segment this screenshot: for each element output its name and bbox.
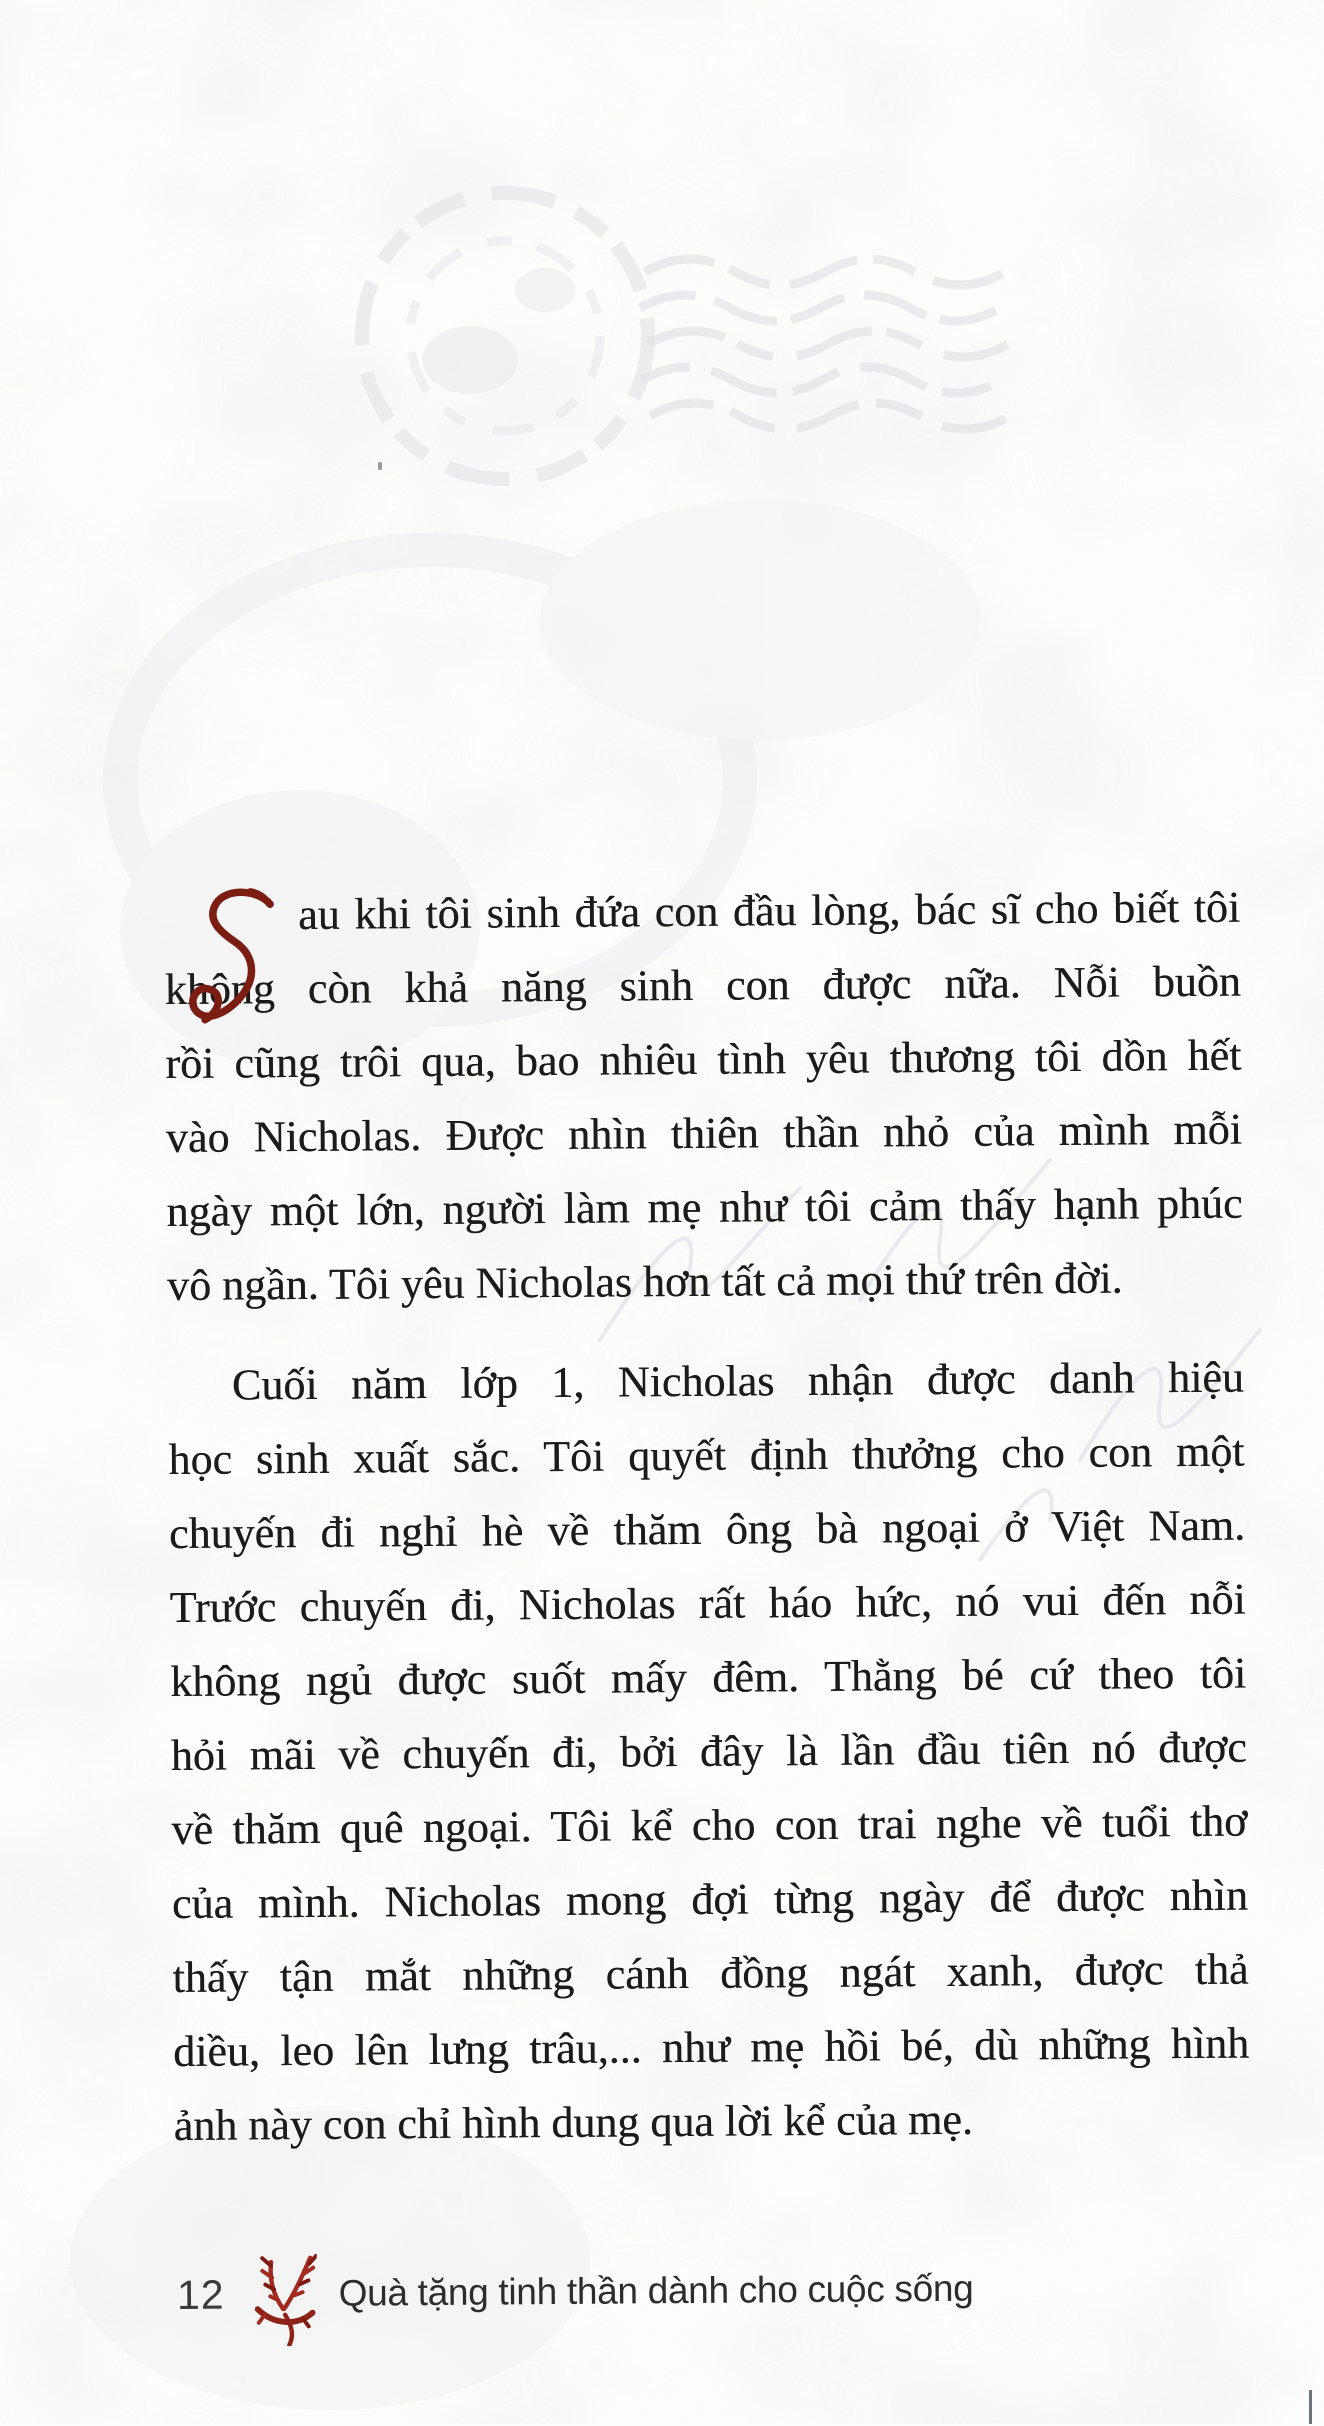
scan-edge-artifact (1309, 2390, 1312, 2424)
text-line: học sinh xuất sắc. Tôi quyết định thưởng cho con một (168, 1426, 1245, 1485)
story-text-block (164, 871, 1250, 2163)
page-number: 12 (176, 2271, 225, 2318)
text-line: vào Nicholas. Được nhìn thiên thần nhỏ của mình mỗi (165, 1104, 1243, 1163)
text-line: về thăm quê ngoại. Tôi kể cho con trai nghe về tuổi thơ (171, 1796, 1248, 1855)
text-line: không còn khả năng sinh con được nữa. Nỗi buồn (164, 956, 1241, 1015)
text-line: của mình. Nicholas mong đợi từng ngày để được nhìn (171, 1870, 1249, 1929)
branch-ornament-icon (250, 2252, 317, 2347)
paragraph (164, 871, 1243, 1323)
paragraph (168, 1341, 1250, 2163)
text-line: Cuối năm lớp 1, Nicholas nhận được danh hiệu (231, 1352, 1245, 1410)
text-line: diều, leo lên lưng trâu,... như mẹ hồi bé, dù những hình (172, 2018, 1250, 2077)
scan-speck-artifact (378, 462, 382, 470)
text-line: rồi cũng trôi qua, bao nhiêu tình yêu thương tôi dồn hết (165, 1030, 1242, 1089)
drop-cap-letter-icon (182, 886, 289, 1041)
text-line: au khi tôi sinh đứa con đầu lòng, bác sĩ cho biết tôi (297, 882, 1241, 939)
footer-book-title: Quà tặng tinh thần dành cho cuộc sống (338, 2267, 974, 2314)
text-line: thấy tận mắt những cánh đồng ngát xanh, được thả (172, 1944, 1249, 2003)
text-line: hỏi mãi về chuyến đi, bởi đây là lần đầu tiên nó được (170, 1722, 1247, 1781)
text-line: ảnh này con chỉ hình dung qua lời kể của mẹ. (173, 2094, 974, 2151)
text-line: chuyến đi nghỉ hè về thăm ông bà ngoại ở Việt Nam. (168, 1500, 1246, 1559)
text-line: Trước chuyến đi, Nicholas rất háo hức, nó vui đến nỗi (169, 1574, 1246, 1633)
text-line: vô ngần. Tôi yêu Nicholas hơn tất cả mọi thứ trên đời. (166, 1253, 1123, 1311)
page-footer (177, 2241, 974, 2343)
text-line: ngày một lớn, người làm mẹ như tôi cảm thấy hạnh phúc (166, 1178, 1243, 1237)
text-line: không ngủ được suốt mấy đêm. Thằng bé cứ theo tôi (170, 1648, 1247, 1707)
